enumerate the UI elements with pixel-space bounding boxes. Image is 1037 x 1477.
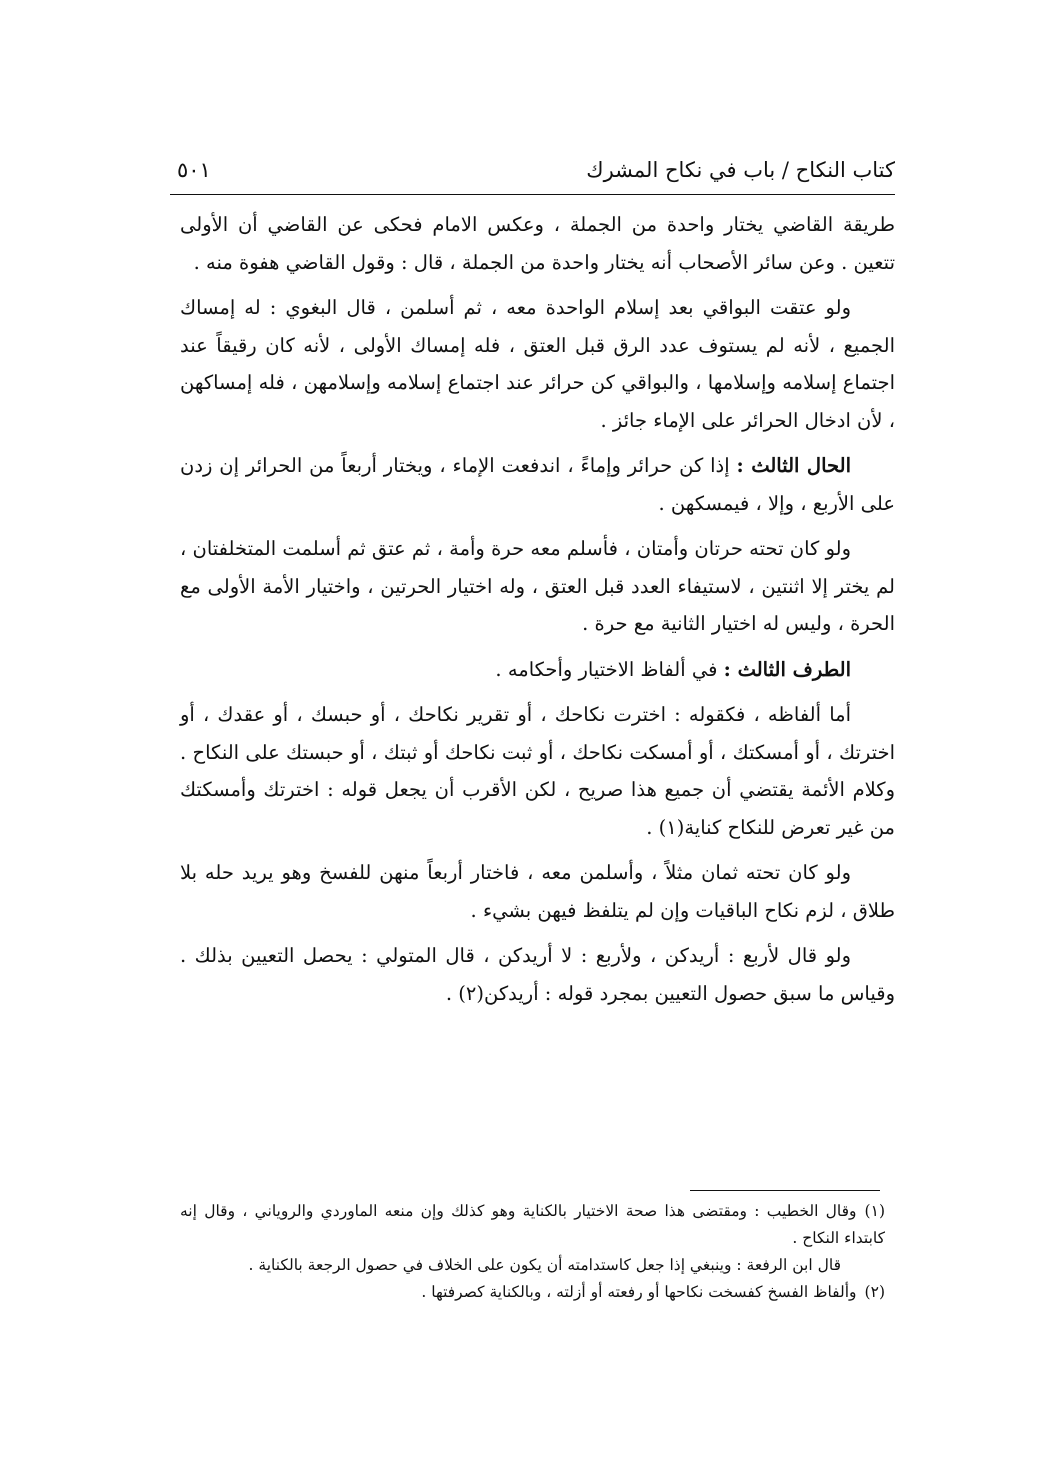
paragraph-text: في ألفاظ الاختيار وأحكامه . <box>495 657 724 681</box>
page-header <box>165 150 895 190</box>
paragraph-text: ولو كان تحته حرتان وأمتان ، فأسلم معه حرة وأمة ، ثم عتق ثم أسلمت المتخلفتان ، لم يختر إلا اثنتين ، لاستيفاء العدد قبل العتق ، وله اختيار الحرتين ، واختيار الأمة الأولى مع الحرة ، وليس له اختيار الثانية مع حرة . <box>180 537 895 635</box>
footnote <box>180 1198 885 1252</box>
footnote-text: قال ابن الرفعة : وينبغي إذا جعل كاستدامته أن يكون على الخلاف في حصول الرجعة بالكناية . <box>248 1256 841 1274</box>
running-head: كتاب النكاح / باب في نكاح المشرك <box>586 158 895 182</box>
footnote-marker: (١) <box>864 1202 885 1220</box>
footnote-text: وألفاظ الفسخ كفسخت نكاحها أو رفعته أو أزلته ، وبالكناية كصرفتها . <box>421 1283 857 1301</box>
page-number: ٥٠١ <box>177 158 211 182</box>
paragraph-heading: الحال الثالث : <box>736 454 851 477</box>
footnote-continuation <box>180 1252 885 1279</box>
paragraph-text: ولو كان تحته ثمان مثلاً ، وأسلمن معه ، فاختار أربعاً منهن للفسخ وهو يريد حله بلا طلاق ، لزم نكاح الباقيات وإن لم يتلفظ فيهن بشيء . <box>180 861 895 922</box>
paragraph-text: إذا كن حرائر وإماءً ، اندفعت الإماء ، ويختار أربعاً من الحرائر إن زدن على الأربع ، وإلا ، فيمسكهن . <box>180 454 895 515</box>
paragraph <box>180 447 895 522</box>
footnote <box>180 1279 885 1306</box>
footnotes <box>180 1198 885 1306</box>
paragraph <box>180 206 895 281</box>
paragraph-text: ولو قال لأربع : أريدكن ، ولأربع : لا أريدكن ، قال المتولي : يحصل التعيين بذلك . وقياس ما سبق حصول التعيين بمجرد قوله : أريدكن(٢) . <box>180 944 895 1005</box>
main-text <box>180 206 895 1020</box>
header-rule <box>170 194 895 195</box>
paragraph <box>180 651 895 689</box>
paragraph-text: ولو عتقت البواقي بعد إسلام الواحدة معه ، ثم أسلمن ، قال البغوي : له إمساك الجميع ، لأنه لم يستوف عدد الرق قبل العتق ، فله إمساك الأولى ، لأنه كان رقيقاً عند اجتماع إسلامه وإسلامها ، والبواقي كن حرائر عند اجتماع إسلامه وإسلامهن ، فله إمساكهن ، لأن ادخال الحرائر على الإماء جائز . <box>180 296 895 432</box>
paragraph-text: أما ألفاظه ، فكقوله : اخترت نكاحك ، أو تقرير نكاحك ، أو حبسك ، أو عقدك ، أو اخترتك ، أو أمسكتك ، أو أمسكت نكاحك ، أو ثبت نكاحك أو ثبتك ، أو حبستك على النكاح . وكلام الأئمة يقتضي أن جميع هذا صريح ، لكن الأقرب أن يجعل قوله : اخترتك وأمسكتك من غير تعرض للنكاح كناية(١) . <box>180 703 895 839</box>
paragraph <box>180 854 895 929</box>
paragraph <box>180 696 895 846</box>
footnote-marker: (٢) <box>864 1283 885 1301</box>
paragraph-text: طريقة القاضي يختار واحدة من الجملة ، وعكس الامام فحكى عن القاضي أن الأولى تتعين . وعن سائر الأصحاب أنه يختار واحدة من الجملة ، قال : وقول القاضي هفوة منه . <box>180 213 895 274</box>
footnote-rule <box>690 1190 880 1191</box>
section-heading: الطرف الثالث : <box>723 657 851 681</box>
paragraph <box>180 530 895 643</box>
footnote-text: وقال الخطيب : ومقتضى هذا صحة الاختيار بالكناية وهو كذلك وإن منعه الماوردي والروياني ، وقال إنه كابتداء النكاح . <box>180 1202 885 1247</box>
paragraph <box>180 937 895 1012</box>
paragraph <box>180 289 895 439</box>
